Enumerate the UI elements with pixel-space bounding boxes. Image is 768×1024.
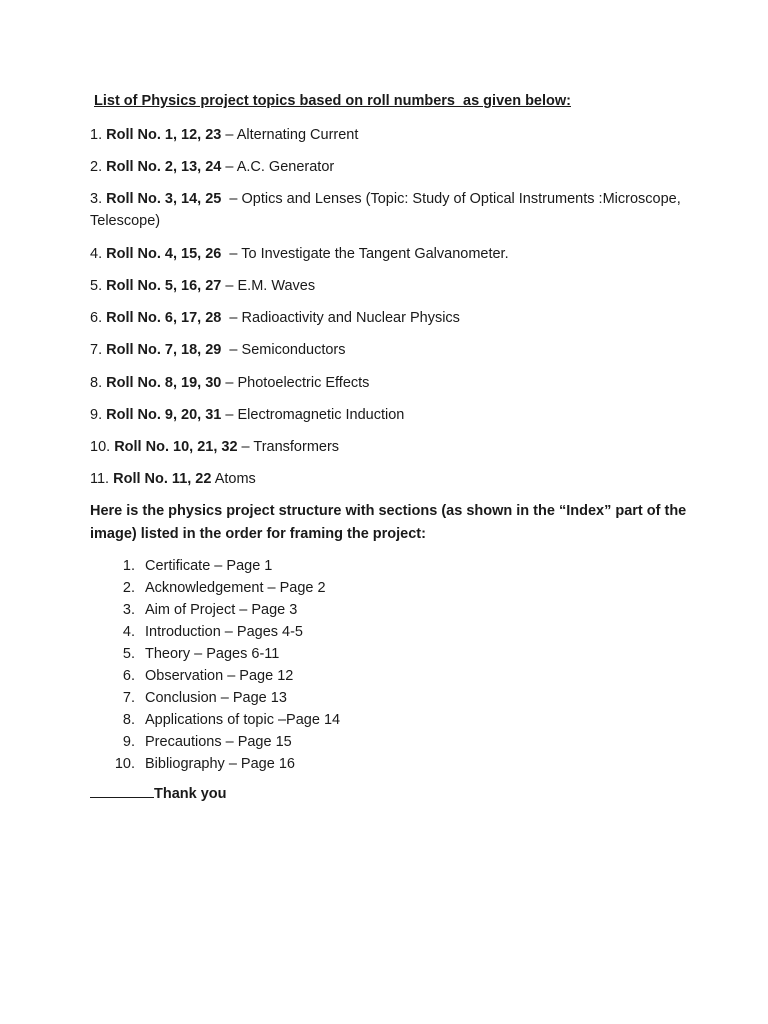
topic-number: 10. bbox=[90, 439, 111, 455]
index-item bbox=[108, 643, 608, 665]
index-number: 2. bbox=[122, 580, 135, 596]
index-item bbox=[108, 753, 608, 775]
closing-text: Thank you bbox=[154, 786, 227, 802]
topic-title: Electromagnetic Induction bbox=[237, 407, 405, 423]
index-text: Bibliography – Page 16 bbox=[145, 756, 295, 772]
topic-item bbox=[90, 156, 690, 178]
topic-item bbox=[90, 307, 690, 329]
index-text: Precautions – Page 15 bbox=[145, 734, 292, 750]
topic-roll-numbers: Roll No. 5, 16, 27 bbox=[106, 278, 222, 294]
index-number: 4. bbox=[122, 624, 135, 640]
signature-blank-line bbox=[90, 785, 154, 798]
topic-roll-numbers: Roll No. 1, 12, 23 bbox=[106, 127, 222, 143]
index-number: 3. bbox=[122, 602, 135, 618]
topic-title: Alternating Current bbox=[236, 127, 359, 143]
topic-number: 4. bbox=[90, 246, 103, 262]
topic-title: E.M. Waves bbox=[237, 278, 316, 294]
topic-title: Optics and Lenses (Topic: Study of Optical Instruments :Microscope, Telescope) bbox=[90, 191, 685, 229]
index-text: Conclusion – Page 13 bbox=[145, 690, 287, 706]
index-item bbox=[108, 709, 608, 731]
topic-number: 7. bbox=[90, 342, 103, 358]
index-number: 8. bbox=[122, 712, 135, 728]
index-number: 9. bbox=[122, 734, 135, 750]
topic-item bbox=[90, 436, 690, 458]
topic-roll-numbers: Roll No. 7, 18, 29 bbox=[106, 342, 222, 358]
topic-roll-numbers: Roll No. 2, 13, 24 bbox=[106, 159, 222, 175]
index-item bbox=[108, 555, 608, 577]
index-item bbox=[108, 599, 608, 621]
topic-separator: – bbox=[221, 342, 242, 358]
topic-separator: – bbox=[221, 246, 242, 262]
topic-number: 9. bbox=[90, 407, 103, 423]
topic-number: 11. bbox=[90, 471, 110, 487]
topic-title: Transformers bbox=[253, 439, 340, 455]
topic-item bbox=[90, 124, 690, 146]
topic-title: A.C. Generator bbox=[236, 159, 335, 175]
topic-separator: – bbox=[221, 159, 237, 175]
index-number: 10. bbox=[114, 756, 135, 772]
topic-title: To Investigate the Tangent Galvanometer. bbox=[241, 246, 509, 262]
index-number: 5. bbox=[122, 646, 135, 662]
topic-title: Semiconductors bbox=[241, 342, 346, 358]
topic-roll-numbers: Roll No. 6, 17, 28 bbox=[106, 310, 222, 326]
index-text: Applications of topic –Page 14 bbox=[145, 712, 341, 728]
topic-separator: – bbox=[221, 127, 237, 143]
topic-separator: – bbox=[237, 439, 254, 455]
topic-roll-numbers: Roll No. 9, 20, 31 bbox=[106, 407, 222, 423]
topic-roll-numbers: Roll No. 10, 21, 32 bbox=[114, 439, 238, 455]
index-text: Theory – Pages 6-11 bbox=[145, 646, 280, 662]
topic-separator: – bbox=[221, 375, 238, 391]
index-number: 6. bbox=[122, 668, 135, 684]
index-number: 7. bbox=[122, 690, 135, 706]
topic-number: 5. bbox=[90, 278, 103, 294]
topic-item bbox=[90, 339, 690, 361]
structure-intro: Here is the physics project structure with sections (as shown in the “Index” part of the image) listed in the order for framing the project: bbox=[90, 503, 687, 542]
index-item bbox=[108, 687, 608, 709]
topic-number: 6. bbox=[90, 310, 103, 326]
index-number: 1. bbox=[122, 558, 135, 574]
topic-item bbox=[90, 404, 690, 426]
index-text: Aim of Project – Page 3 bbox=[145, 602, 298, 618]
topic-title: Radioactivity and Nuclear Physics bbox=[241, 310, 460, 326]
topic-separator: – bbox=[221, 191, 242, 207]
topic-number: 8. bbox=[90, 375, 103, 391]
list-heading: List of Physics project topics based on roll numbers as given below: bbox=[94, 93, 571, 109]
topic-title: Photoelectric Effects bbox=[237, 375, 370, 391]
topic-item bbox=[90, 243, 690, 265]
topic-number: 1. bbox=[90, 127, 103, 143]
closing-line bbox=[90, 785, 227, 802]
topic-item bbox=[90, 372, 690, 394]
topic-roll-numbers: Roll No. 3, 14, 25 bbox=[106, 191, 222, 207]
topic-title: Atoms bbox=[214, 471, 256, 487]
index-item bbox=[108, 731, 608, 753]
index-text: Observation – Page 12 bbox=[145, 668, 294, 684]
topic-number: 3. bbox=[90, 191, 103, 207]
topic-roll-numbers: Roll No. 11, 22 bbox=[113, 471, 212, 487]
index-item bbox=[108, 665, 608, 687]
topic-number: 2. bbox=[90, 159, 103, 175]
index-item bbox=[108, 621, 608, 643]
topic-item bbox=[90, 275, 690, 297]
topic-separator: – bbox=[221, 278, 238, 294]
index-item bbox=[108, 577, 608, 599]
index-text: Certificate – Page 1 bbox=[145, 558, 273, 574]
topic-separator: – bbox=[221, 310, 242, 326]
topic-roll-numbers: Roll No. 8, 19, 30 bbox=[106, 375, 222, 391]
index-text: Introduction – Pages 4-5 bbox=[145, 624, 303, 640]
topic-item bbox=[90, 468, 690, 490]
topic-roll-numbers: Roll No. 4, 15, 26 bbox=[106, 246, 222, 262]
topic-item bbox=[90, 188, 690, 232]
topic-separator: – bbox=[221, 407, 238, 423]
index-text: Acknowledgement – Page 2 bbox=[145, 580, 326, 596]
